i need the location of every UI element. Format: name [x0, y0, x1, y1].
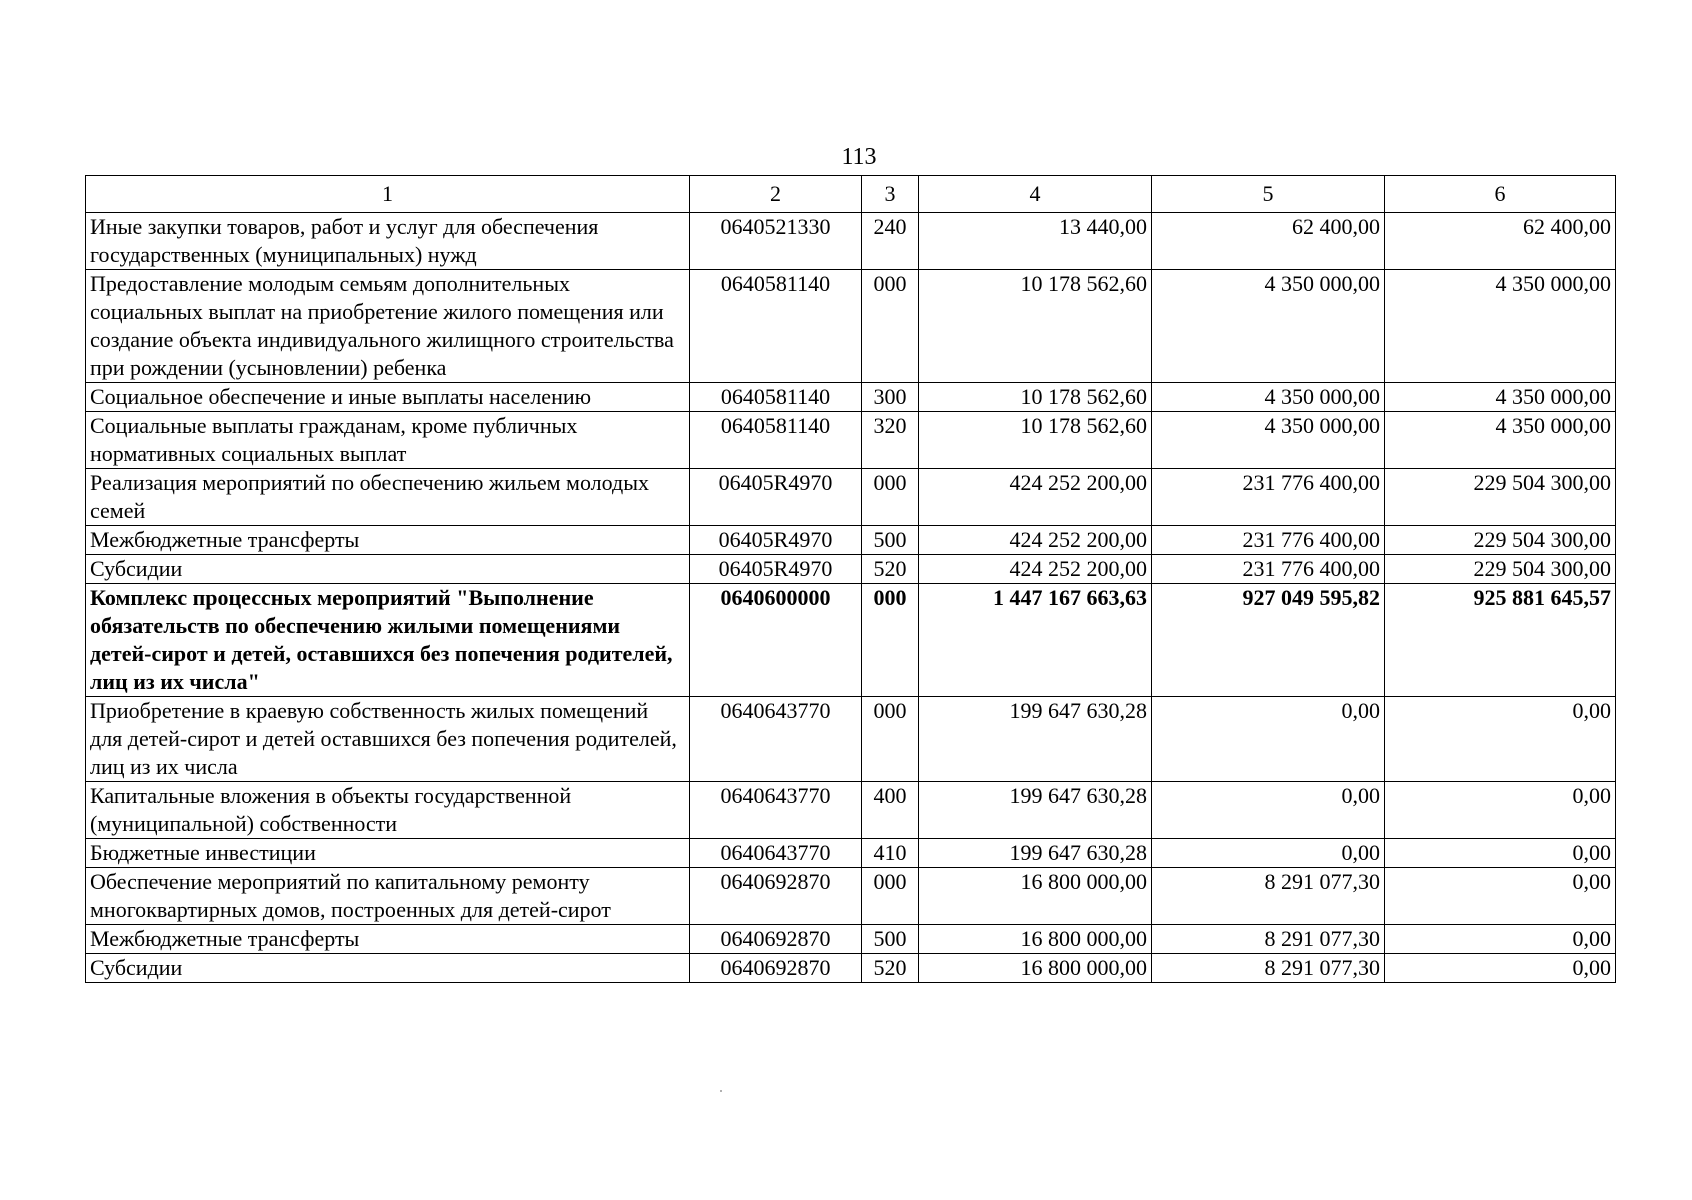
row-value-col4: 13 440,00 — [919, 213, 1152, 270]
row-kind: 000 — [862, 270, 919, 383]
row-kind: 500 — [862, 526, 919, 555]
row-name: Субсидии — [86, 555, 690, 584]
row-code: 0640581140 — [690, 270, 862, 383]
column-header: 3 — [862, 176, 919, 213]
row-value-col5: 0,00 — [1152, 782, 1385, 839]
row-value-col4: 424 252 200,00 — [919, 526, 1152, 555]
row-value-col4: 16 800 000,00 — [919, 868, 1152, 925]
row-value-col6: 0,00 — [1385, 782, 1616, 839]
row-value-col5: 4 350 000,00 — [1152, 412, 1385, 469]
row-value-col5: 231 776 400,00 — [1152, 469, 1385, 526]
row-code: 0640521330 — [690, 213, 862, 270]
row-value-col6: 0,00 — [1385, 839, 1616, 868]
row-name: Межбюджетные трансферты — [86, 526, 690, 555]
row-value-col6: 4 350 000,00 — [1385, 383, 1616, 412]
row-value-col5: 0,00 — [1152, 839, 1385, 868]
row-name: Капитальные вложения в объекты государственной (муниципальной) собственности — [86, 782, 690, 839]
table-row — [86, 555, 1616, 584]
table-row — [86, 526, 1616, 555]
row-value-col6: 229 504 300,00 — [1385, 555, 1616, 584]
row-name: Субсидии — [86, 954, 690, 983]
row-value-col6: 0,00 — [1385, 954, 1616, 983]
row-kind: 520 — [862, 555, 919, 584]
row-kind: 240 — [862, 213, 919, 270]
row-name: Реализация мероприятий по обеспечению жильем молодых семей — [86, 469, 690, 526]
row-value-col6: 0,00 — [1385, 925, 1616, 954]
row-code: 0640600000 — [690, 584, 862, 697]
row-value-col6: 925 881 645,57 — [1385, 584, 1616, 697]
row-value-col5: 927 049 595,82 — [1152, 584, 1385, 697]
row-kind: 000 — [862, 469, 919, 526]
row-value-col6: 0,00 — [1385, 868, 1616, 925]
row-value-col6: 229 504 300,00 — [1385, 526, 1616, 555]
row-value-col4: 10 178 562,60 — [919, 383, 1152, 412]
row-value-col4: 16 800 000,00 — [919, 954, 1152, 983]
row-kind: 520 — [862, 954, 919, 983]
row-code: 06405R4970 — [690, 469, 862, 526]
table-row — [86, 213, 1616, 270]
row-value-col6: 62 400,00 — [1385, 213, 1616, 270]
row-name: Обеспечение мероприятий по капитальному ремонту многоквартирных домов, построенных для детей-сирот — [86, 868, 690, 925]
row-kind: 500 — [862, 925, 919, 954]
row-value-col4: 199 647 630,28 — [919, 839, 1152, 868]
page-number: 113 — [841, 144, 877, 170]
row-code: 0640643770 — [690, 839, 862, 868]
row-value-col5: 4 350 000,00 — [1152, 383, 1385, 412]
row-value-col6: 4 350 000,00 — [1385, 270, 1616, 383]
row-kind: 400 — [862, 782, 919, 839]
row-value-col4: 199 647 630,28 — [919, 782, 1152, 839]
row-value-col5: 8 291 077,30 — [1152, 925, 1385, 954]
row-kind: 300 — [862, 383, 919, 412]
header-row — [86, 176, 1616, 213]
row-value-col4: 424 252 200,00 — [919, 555, 1152, 584]
row-kind: 000 — [862, 868, 919, 925]
row-value-col4: 424 252 200,00 — [919, 469, 1152, 526]
row-value-col6: 229 504 300,00 — [1385, 469, 1616, 526]
table-row — [86, 584, 1616, 697]
column-header: 5 — [1152, 176, 1385, 213]
row-name: Социальное обеспечение и иные выплаты населению — [86, 383, 690, 412]
row-value-col5: 231 776 400,00 — [1152, 555, 1385, 584]
row-code: 0640692870 — [690, 868, 862, 925]
row-value-col4: 199 647 630,28 — [919, 697, 1152, 782]
row-value-col5: 4 350 000,00 — [1152, 270, 1385, 383]
row-value-col5: 62 400,00 — [1152, 213, 1385, 270]
row-code: 0640581140 — [690, 383, 862, 412]
row-value-col4: 16 800 000,00 — [919, 925, 1152, 954]
row-value-col6: 0,00 — [1385, 697, 1616, 782]
table-row — [86, 925, 1616, 954]
row-value-col4: 10 178 562,60 — [919, 412, 1152, 469]
row-code: 06405R4970 — [690, 555, 862, 584]
row-name: Межбюджетные трансферты — [86, 925, 690, 954]
row-name: Социальные выплаты гражданам, кроме публичных нормативных социальных выплат — [86, 412, 690, 469]
table-row — [86, 697, 1616, 782]
row-value-col5: 8 291 077,30 — [1152, 868, 1385, 925]
column-header: 6 — [1385, 176, 1616, 213]
row-name: Иные закупки товаров, работ и услуг для обеспечения государственных (муниципальных) нужд — [86, 213, 690, 270]
table-row — [86, 469, 1616, 526]
column-header: 1 — [86, 176, 690, 213]
row-name: Бюджетные инвестиции — [86, 839, 690, 868]
row-code: 0640692870 — [690, 925, 862, 954]
row-code: 0640643770 — [690, 697, 862, 782]
row-value-col5: 8 291 077,30 — [1152, 954, 1385, 983]
row-value-col5: 0,00 — [1152, 697, 1385, 782]
table-row — [86, 270, 1616, 383]
column-header: 2 — [690, 176, 862, 213]
row-code: 0640692870 — [690, 954, 862, 983]
table-body — [86, 213, 1616, 983]
table-row — [86, 412, 1616, 469]
table-row — [86, 383, 1616, 412]
row-kind: 410 — [862, 839, 919, 868]
budget-table — [85, 175, 1616, 983]
row-code: 0640581140 — [690, 412, 862, 469]
row-value-col4: 10 178 562,60 — [919, 270, 1152, 383]
row-kind: 000 — [862, 697, 919, 782]
row-kind: 000 — [862, 584, 919, 697]
row-code: 0640643770 — [690, 782, 862, 839]
row-value-col4: 1 447 167 663,63 — [919, 584, 1152, 697]
table-row — [86, 954, 1616, 983]
row-value-col5: 231 776 400,00 — [1152, 526, 1385, 555]
column-header: 4 — [919, 176, 1152, 213]
table-row — [86, 839, 1616, 868]
row-kind: 320 — [862, 412, 919, 469]
table-row — [86, 868, 1616, 925]
scan-speck — [720, 1090, 722, 1092]
row-name: Комплекс процессных мероприятий "Выполнение обязательств по обеспечению жилыми помещениями детей-сирот и детей, оставшихся без попечения родителей, лиц из их числа" — [86, 584, 690, 697]
row-code: 06405R4970 — [690, 526, 862, 555]
row-name: Предоставление молодым семьям дополнительных социальных выплат на приобретение жилого помещения или создание объекта индивидуального жилищного строительства при рождении (усыновлении) ребенка — [86, 270, 690, 383]
row-name: Приобретение в краевую собственность жилых помещений для детей-сирот и детей оставшихся без попечения родителей, лиц из их числа — [86, 697, 690, 782]
table-row — [86, 782, 1616, 839]
row-value-col6: 4 350 000,00 — [1385, 412, 1616, 469]
